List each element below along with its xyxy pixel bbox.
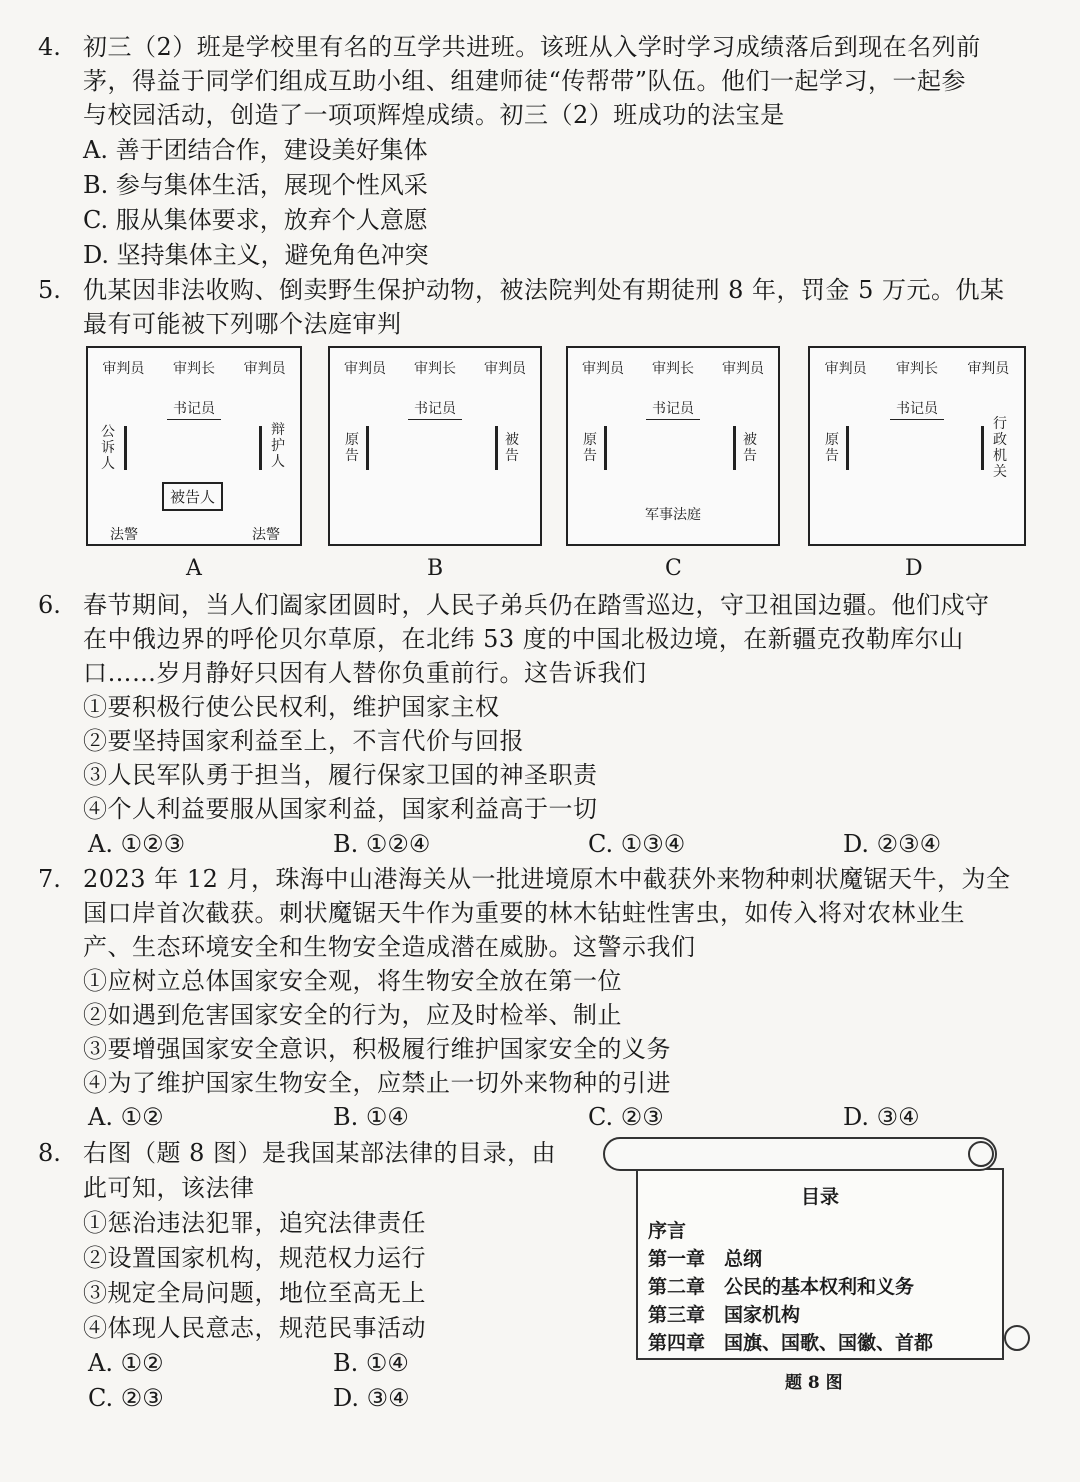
toc-item-preface: 序言 [648,1220,687,1242]
scroll-curl-icon [968,1141,994,1167]
judges-row [568,358,778,378]
clerk-label: 书记员 [88,398,300,418]
toc-item-chapter-1: 第一章 总纲 [648,1248,763,1270]
option-b: B. 参与集体生活，展现个性风采 [83,171,428,199]
desk-bar [733,426,736,470]
question-number: 6. [38,591,61,619]
desk-bar [259,426,262,470]
question-number: 5. [38,276,61,304]
bailiff-label: 法警 [110,527,138,543]
question-text-line: 2023 年 12 月，珠海中山港海关从一批进境原木中截获外来物种刺状魔锯天牛，为全 [83,865,1011,893]
option-b: B. ①④ [333,1103,409,1131]
scroll-top-roll [603,1137,997,1171]
court-option-label: A [186,556,202,581]
statement-3: ③要增强国家安全意识，积极履行维护国家安全的义务 [83,1035,671,1063]
bailiff-label: 法警 [252,527,280,543]
question-text-line: 在中俄边界的呼伦贝尔草原，在北纬 53 度的中国北极边境，在新疆克孜勒库尔山 [83,625,964,653]
option-a: A. 善于团结合作，建设美好集体 [83,136,428,164]
court-diagram-b [328,346,542,546]
toc-item-chapter-3: 第三章 国家机构 [648,1304,801,1326]
question-text-line: 初三（2）班是学校里有名的互学共进班。该班从入学时学习成绩落后到现在名列前 [83,33,981,61]
plaintiff-label: 原告 [825,432,839,464]
judge-label: 审判员 [484,361,526,377]
statement-3: ③规定全局问题，地位至高无上 [83,1279,426,1307]
toc-item-chapter-2: 第二章 公民的基本权利和义务 [648,1276,915,1298]
statement-4: ④个人利益要服从国家利益，国家利益高于一切 [83,795,598,823]
scroll-curl-icon [1004,1325,1030,1351]
option-a: A. ①② [88,1349,164,1377]
option-c: C. ②③ [588,1103,664,1131]
defendant-label: 被告 [743,432,757,464]
option-b: B. ①④ [333,1349,409,1377]
toc-item-chapter-4: 第四章 国旗、国歌、国徽、首都 [648,1332,934,1354]
option-d: D. ③④ [843,1103,920,1131]
court-diagram-a [86,346,302,546]
question-text-line: 仇某因非法收购、倒卖野生保护动物，被法院判处有期徒刑 8 年，罚金 5 万元。仇某 [83,276,1005,304]
judge-label: 审判员 [102,361,145,377]
option-c: C. ①③④ [588,830,686,858]
desk-bar [981,426,984,470]
option-d: D. ③④ [333,1384,410,1412]
clerk-label: 书记员 [568,398,778,418]
judge-label: 审判员 [824,361,867,377]
administrative-agency-label: 行政机关 [993,416,1007,480]
chief-judge-label: 审判长 [172,361,215,377]
judge-label: 审判员 [967,361,1010,377]
question-text-line: 春节期间，当人们阖家团圆时，人民子弟兵仍在踏雪巡边，守卫祖国边疆。他们戍守 [83,591,990,619]
statement-2: ②如遇到危害国家安全的行为，应及时检举、制止 [83,1001,622,1029]
option-d: D. ②③④ [843,830,942,858]
statement-1: ①惩治违法犯罪，追究法律责任 [83,1209,426,1237]
judges-row [810,358,1024,378]
question-text-line: 口……岁月静好只因有人替你负重前行。这告诉我们 [83,659,647,687]
option-a: A. ①②③ [88,830,186,858]
desk-bar [604,426,607,470]
court-option-label: B [427,556,444,581]
desk-bar [495,426,498,470]
court-option-label: C [665,556,682,581]
judges-row [330,358,540,378]
statement-1: ①要积极行使公民权利，维护国家主权 [83,693,500,721]
figure-caption: 题 8 图 [785,1373,843,1393]
judges-row [88,358,300,378]
plaintiff-label: 原告 [583,432,597,464]
statement-1: ①应树立总体国家安全观，将生物安全放在第一位 [83,967,622,995]
question-number: 4. [38,33,61,61]
question-text-line: 最有可能被下列哪个法庭审判 [83,310,402,338]
question-text-line: 此可知，该法律 [83,1174,255,1202]
chief-judge-label: 审判长 [895,361,938,377]
judge-label: 审判员 [243,361,286,377]
option-a: A. ①② [88,1103,164,1131]
toc-title: 目录 [800,1186,839,1208]
clerk-label: 书记员 [810,398,1024,418]
plaintiff-label: 原告 [345,432,359,464]
statement-4: ④为了维护国家生物安全，应禁止一切外来物种的引进 [83,1069,671,1097]
defense-lawyer-label: 辩护人 [271,422,285,470]
statement-2: ②设置国家机构，规范权力运行 [83,1244,426,1272]
clerk-label: 书记员 [330,398,540,418]
statement-3: ③人民军队勇于担当，履行保家卫国的神圣职责 [83,761,598,789]
option-c: C. ②③ [88,1384,164,1412]
statement-2: ②要坚持国家利益至上，不言代价与回报 [83,727,524,755]
scroll-body [636,1168,1004,1360]
option-b: B. ①②④ [333,830,431,858]
judge-label: 审判员 [344,361,386,377]
option-d: D. 坚持集体主义，避免角色冲突 [83,241,429,269]
defendant-box: 被告人 [162,482,223,511]
judge-label: 审判员 [722,361,764,377]
military-court-label: 军事法庭 [645,507,701,523]
desk-bar [366,426,369,470]
chief-judge-label: 审判长 [652,361,694,377]
defendant-label: 被告 [505,432,519,464]
question-text-line: 茅，得益于同学们组成互助小组、组建师徒“传帮带”队伍。他们一起学习，一起参 [83,67,967,95]
chief-judge-label: 审判长 [414,361,456,377]
statement-4: ④体现人民意志，规范民事活动 [83,1314,426,1342]
judge-label: 审判员 [582,361,624,377]
court-diagram-c [566,346,780,546]
question-text-line: 产、生态环境安全和生物安全造成潜在威胁。这警示我们 [83,933,696,961]
desk-bar [846,426,849,470]
question-number: 8. [38,1139,61,1167]
court-option-label: D [905,556,923,581]
question-text-line: 右图（题 8 图）是我国某部法律的目录，由 [83,1139,557,1167]
court-diagram-d [808,346,1026,546]
desk-bar [124,426,127,470]
question-text-line: 国口岸首次截获。刺状魔锯天牛作为重要的林木钻蛀性害虫，如传入将对农林业生 [83,899,965,927]
question-text-line: 与校园活动，创造了一项项辉煌成绩。初三（2）班成功的法宝是 [83,101,785,129]
option-c: C. 服从集体要求，放弃个人意愿 [83,206,428,234]
prosecutor-label: 公诉人 [101,424,115,472]
question-number: 7. [38,865,61,893]
